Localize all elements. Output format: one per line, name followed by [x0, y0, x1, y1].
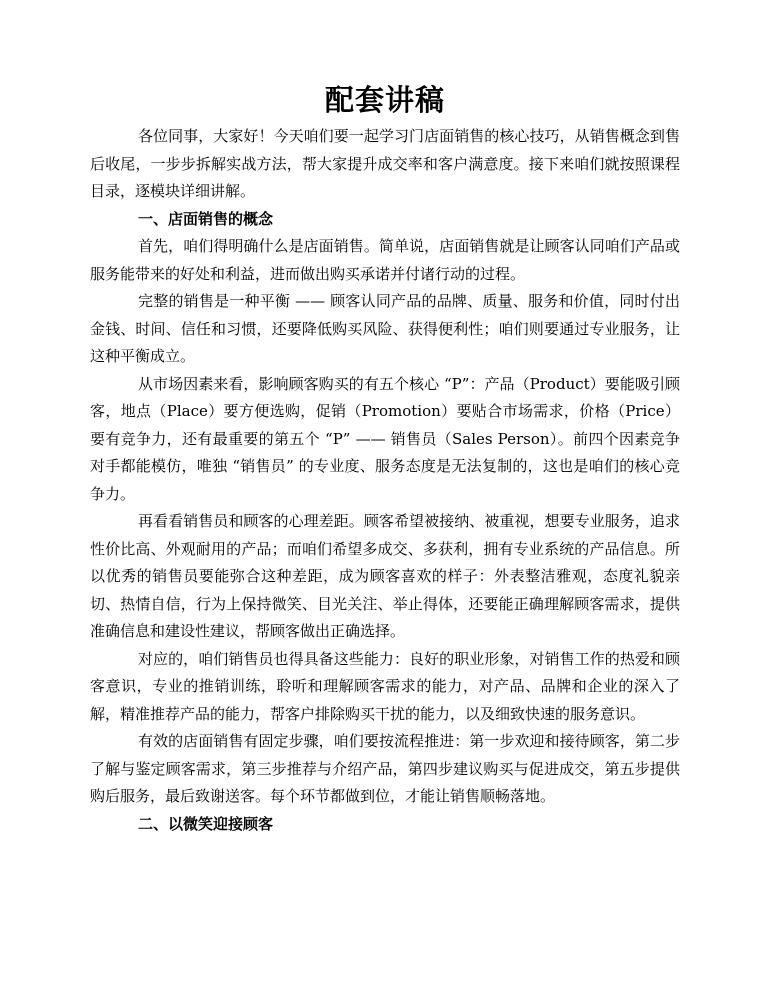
document-title: 配套讲稿	[324, 83, 445, 117]
body-paragraph: 对应的，咱们销售员也得具备这些能力：良好的职业形象，对销售工作的热爱和顾客意识，专业的推销训练，聆听和理解顾客需求的能力，对产品、品牌和企业的深入了解，精准推荐产品的能力，帮客户排除购买干扰的能力，以及细致快速的服务意识。	[90, 649, 680, 723]
section-heading: 一、店面销售的概念	[138, 209, 274, 228]
body-paragraph: 完整的销售是一种平衡 —— 顾客认同产品的品牌、质量、服务和价值，同时付出金钱、时间、信任和习惯，还要降低购买风险、获得便利性；咱们则要通过专业服务，让这种平衡成立。	[90, 292, 680, 365]
body-paragraph: 从市场因素来看，影响顾客购买的有五个核心 “P”：产品（Product）要能吸引顾客，地点（Place）要方便选购，促销（Promotion）要贴合市场需求，价格（Price）要有竞争力，还有最重要的第五个 “P” —— 销售员（Sales Person）。前四个因素竞争对手都能模仿，唯独 “销售员” 的专业度、服务态度是无法复制的，这也是咱们的核心竞争力。	[90, 374, 680, 503]
document-body	[90, 123, 680, 838]
body-paragraph: 再看看销售员和顾客的心理差距。顾客希望被接纳、被重视，想要专业服务，追求性价比高、外观耐用的产品；而咱们希望多成交、多获利，拥有专业系统的产品信息。所以优秀的销售员要能弥合这种差距，成为顾客喜欢的样子：外表整洁雅观，态度礼貌亲切、热情自信，行为上保持微笑、目光关注、举止得体，还要能正确理解顾客需求，提供准确信息和建设性建议，帮顾客做出正确选择。	[90, 512, 680, 640]
body-paragraph: 首先，咱们得明确什么是店面销售。简单说，店面销售就是让顾客认同咱们产品或服务能带来的好处和利益，进而做出购买承诺并付诸行动的过程。	[90, 237, 680, 283]
body-paragraph: 有效的店面销售有固定步骤，咱们要按流程推进：第一步欢迎和接待顾客，第二步了解与鉴定顾客需求，第三步推荐与介绍产品，第四步建议购买与促进成交，第五步提供购后服务，最后致谢送客。每个环节都做到位，才能让销售顺畅落地。	[90, 732, 680, 805]
section-heading: 二、以微笑迎接顾客	[138, 814, 274, 833]
body-paragraph: 各位同事，大家好！今天咱们要一起学习门店面销售的核心技巧，从销售概念到售后收尾，一步步拆解实战方法，帮大家提升成交率和客户满意度。接下来咱们就按照课程目录，逐模块详细讲解。	[90, 127, 680, 200]
